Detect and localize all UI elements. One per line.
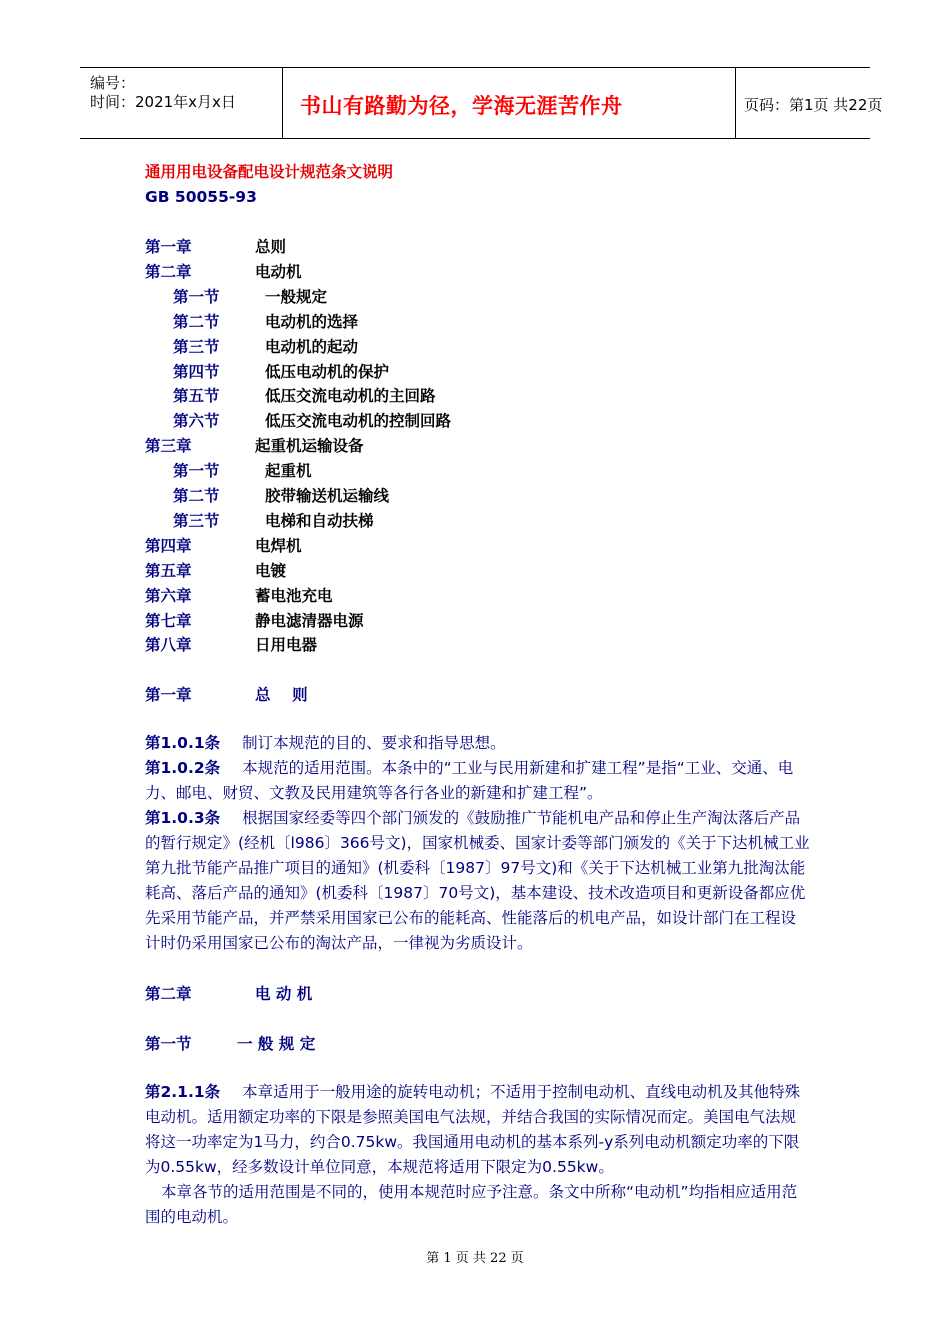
toc-item-label: 第四节 bbox=[173, 362, 220, 381]
article-text: 根据国家经委等四个部门颁发的《鼓励推广节能机电产品和停止生产淘汰落后产品的暂行规定》(经机〔l986〕366号文)，国家机械委、国家计委等部门颁发的《关于下达机械工业第九批节能产品推广项目的通知》(机委科〔1987〕97号文)和《关于下达机械工业第九批淘汰能耗高、落后产品的通知》(机委科〔1987〕70号文)，基本建设、技术改造项目和更新设备都应优先采用节能产品，并严禁采用国家已公布的能耗高、性能落后的机电产品，如设计部门在工程设计时仍采用国家已公布的淘汰产品，一律视为劣质设计。 bbox=[145, 809, 810, 952]
article-text: 制订本规范的目的、要求和指导思想。 bbox=[242, 734, 506, 752]
toc-item bbox=[173, 411, 452, 431]
toc-item-label: 第四章 bbox=[145, 536, 192, 555]
header-motto-cell bbox=[282, 68, 736, 138]
toc-item-title: 电梯和自动扶梯 bbox=[265, 511, 374, 530]
toc-item bbox=[173, 337, 359, 357]
toc-item bbox=[173, 386, 436, 406]
toc-item-label: 第六章 bbox=[145, 586, 192, 605]
toc-item-title: 电动机的起动 bbox=[265, 337, 359, 356]
chapter2-heading bbox=[145, 984, 313, 1004]
toc-item-label: 第一节 bbox=[173, 462, 220, 481]
toc-item bbox=[145, 436, 364, 456]
chapter1-title: 总 则 bbox=[255, 686, 308, 704]
toc-item bbox=[173, 312, 359, 332]
article-1-0-3 bbox=[145, 806, 810, 956]
toc-item bbox=[145, 536, 302, 556]
toc-item-label: 第一节 bbox=[173, 287, 220, 306]
chapter1-label: 第一章 bbox=[145, 686, 192, 704]
document-code: GB 50055-93 bbox=[145, 188, 257, 206]
page-footer: 第 1 页 共 22 页 bbox=[426, 1251, 524, 1266]
motto: 书山有路勤为径，学海无涯苦作舟 bbox=[300, 94, 623, 118]
section-heading bbox=[145, 1034, 316, 1054]
toc-item-label: 第八章 bbox=[145, 636, 192, 655]
header-meta-cell bbox=[80, 68, 283, 138]
article-2-1-1 bbox=[145, 1080, 810, 1180]
number-label: 编号： bbox=[90, 74, 136, 92]
toc-item bbox=[145, 611, 364, 631]
toc-item-label: 第二节 bbox=[173, 487, 220, 505]
toc-item-label: 第五节 bbox=[173, 387, 220, 406]
toc-item-title: 起重机运输设备 bbox=[255, 437, 364, 456]
toc-item-title: 低压交流电动机的控制回路 bbox=[265, 412, 452, 431]
toc-item-title: 胶带输送机运输线 bbox=[265, 487, 390, 505]
article-label: 第2.1.1条 bbox=[145, 1083, 221, 1101]
page-header bbox=[80, 67, 883, 139]
toc-item-label: 第三节 bbox=[173, 511, 220, 530]
chapter2-label: 第二章 bbox=[145, 985, 192, 1003]
toc-item-title: 日用电器 bbox=[255, 636, 318, 655]
toc-item-title: 低压电动机的保护 bbox=[265, 362, 390, 381]
toc-item-title: 起重机 bbox=[265, 462, 312, 481]
toc-item-title: 低压交流电动机的主回路 bbox=[265, 387, 436, 406]
toc-item bbox=[145, 635, 318, 655]
toc-item bbox=[145, 262, 302, 282]
chapter2-title: 电 动 机 bbox=[255, 985, 313, 1003]
toc-item-title: 一般规定 bbox=[265, 287, 328, 306]
toc-item-title: 电动机 bbox=[255, 262, 302, 281]
article-label: 第1.0.3条 bbox=[145, 809, 221, 827]
toc-item-label: 第六节 bbox=[173, 412, 220, 431]
toc-item-title: 总则 bbox=[255, 238, 287, 256]
toc-item-title: 电动机的选择 bbox=[265, 312, 359, 331]
toc-item-label: 第三节 bbox=[173, 337, 220, 356]
article-text: 本规范的适用范围。本条中的“工业与民用新建和扩建工程”是指“工业、交通、电力、邮电、财贸、文教及民用建筑等各行各业的新建和扩建工程”。 bbox=[145, 759, 794, 802]
date-label: 时间：2021年x月x日 bbox=[90, 93, 236, 111]
header-page-cell bbox=[736, 68, 883, 138]
document-title: 通用用电设备配电设计规范条文说明 bbox=[145, 163, 394, 181]
toc-item bbox=[173, 362, 390, 382]
chapter2-note: 本章各节的适用范围是不同的，使用本规范时应予注意。条文中所称“电动机”均指相应适用范围的电动机。 bbox=[145, 1183, 798, 1226]
section-label: 第一节 bbox=[145, 1035, 192, 1053]
toc-item-title: 电镀 bbox=[255, 561, 287, 580]
article-1-0-2 bbox=[145, 756, 810, 806]
toc-item-label: 第二节 bbox=[173, 312, 220, 331]
article-1-0-1 bbox=[145, 731, 810, 756]
toc-item bbox=[173, 287, 328, 307]
toc-item-label: 第二章 bbox=[145, 262, 192, 281]
toc-item bbox=[173, 486, 390, 506]
page-number-label: 页码：第1页 共22页 bbox=[744, 96, 883, 114]
toc-item bbox=[145, 586, 333, 606]
article-text: 本章适用于一般用途的旋转电动机；不适用于控制电动机、直线电动机及其他特殊电动机。适用额定功率的下限是参照美国电气法规，并结合我国的实际情况而定。美国电气法规将这一功率定为1马力，约合0.75kw。我国通用电动机的基本系列-y系列电动机额定功率的下限为0.55kw，经多数设计单位同意，本规范将适用下限定为0.55kw。 bbox=[145, 1083, 801, 1176]
toc-item-label: 第五章 bbox=[145, 561, 192, 580]
toc-item-title: 静电滤清器电源 bbox=[255, 611, 364, 630]
article-label: 第1.0.1条 bbox=[145, 734, 221, 752]
toc-item bbox=[173, 461, 312, 481]
toc-item-label: 第七章 bbox=[145, 611, 192, 630]
section-title: 一 般 规 定 bbox=[237, 1035, 316, 1053]
toc-item-title: 蓄电池充电 bbox=[255, 586, 333, 605]
toc-item-title: 电焊机 bbox=[255, 536, 302, 555]
toc-item-label: 第三章 bbox=[145, 437, 192, 456]
toc-item-label: 第一章 bbox=[145, 238, 192, 256]
toc-item bbox=[145, 561, 287, 581]
chapter1-heading bbox=[145, 685, 308, 705]
article-label: 第1.0.2条 bbox=[145, 759, 221, 777]
toc-item bbox=[145, 237, 287, 257]
toc-item bbox=[173, 511, 374, 531]
